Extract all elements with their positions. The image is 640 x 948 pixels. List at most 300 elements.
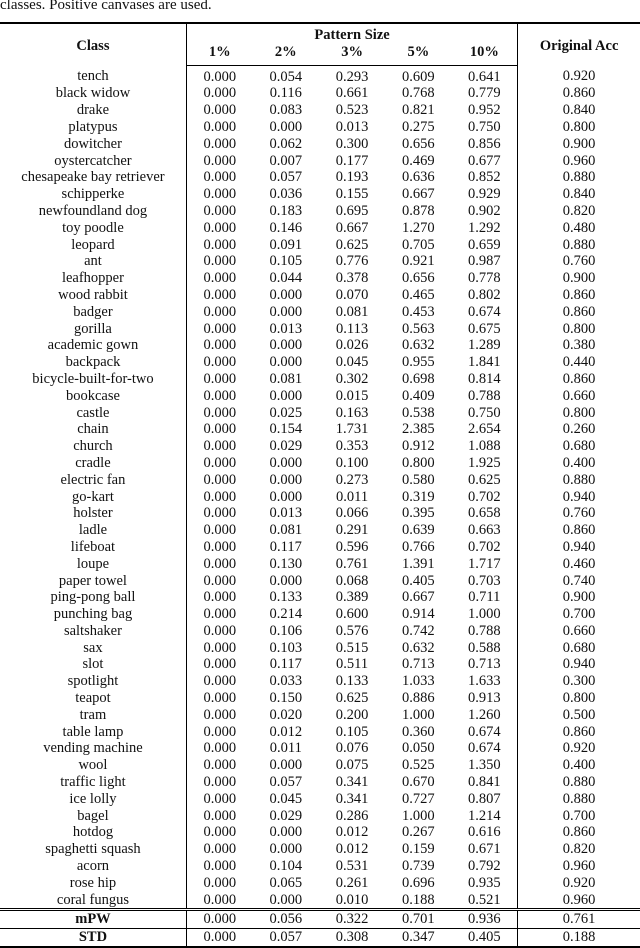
value-cell: 0.453 — [402, 303, 435, 320]
header-size-5: 5% — [385, 44, 451, 65]
value-cell: 0.068 — [335, 572, 369, 589]
value-cell: 0.076 — [335, 740, 369, 757]
value-cell: 1.000 — [402, 807, 435, 824]
value-cell: 0.081 — [269, 522, 303, 539]
class-name-cell: chesapeake bay retriever — [0, 169, 186, 186]
value-cell: 0.000 — [203, 286, 237, 303]
value-cell: 0.000 — [203, 337, 237, 354]
value-cell: 0.091 — [269, 236, 303, 253]
value-cell: 0.663 — [468, 522, 501, 539]
class-name-cell: bicycle-built-for-two — [0, 371, 186, 388]
value-cell: 0.405 — [451, 929, 517, 947]
table-row — [0, 337, 640, 354]
table-row — [0, 388, 640, 405]
class-name-cell: lifeboat — [0, 539, 186, 556]
value-cell: 0.625 — [468, 471, 501, 488]
original-acc-cell: 0.660 — [518, 388, 640, 405]
value-cell: 0.742 — [402, 622, 435, 639]
value-cell: 0.322 — [319, 910, 385, 929]
value-cell: 0.739 — [402, 858, 435, 875]
value-cell: 1.292 — [468, 219, 501, 236]
class-name-cell: ping-pong ball — [0, 589, 186, 606]
value-cell: 0.636 — [402, 169, 435, 186]
original-acc-cell: 0.820 — [518, 203, 640, 220]
value-cell: 0.531 — [335, 858, 369, 875]
value-cell: 0.013 — [269, 505, 303, 522]
original-acc-cell: 0.260 — [518, 421, 640, 438]
class-name-cell: church — [0, 438, 186, 455]
value-cell: 0.000 — [203, 589, 237, 606]
value-cell: 0.000 — [269, 891, 303, 908]
original-acc-cell: 0.900 — [518, 589, 640, 606]
value-cell: 0.523 — [335, 102, 369, 119]
class-name-cell: coral fungus — [0, 892, 186, 910]
value-cell: 0.000 — [203, 706, 237, 723]
value-cell: 0.525 — [402, 757, 435, 774]
value-cell: 0.054 — [269, 68, 303, 85]
table-row — [0, 438, 640, 455]
value-cell: 0.661 — [335, 85, 369, 102]
class-name-cell: paper towel — [0, 573, 186, 590]
value-cell: 0.013 — [269, 320, 303, 337]
value-cell: 0.886 — [402, 690, 435, 707]
original-acc-cell: 0.800 — [518, 690, 640, 707]
class-name-cell: chain — [0, 421, 186, 438]
original-acc-cell: 0.440 — [518, 354, 640, 371]
value-cell: 0.639 — [402, 522, 435, 539]
value-cell: 0.921 — [402, 253, 435, 270]
header-size-1: 1% — [186, 44, 252, 65]
table-row — [0, 824, 640, 841]
table-row — [0, 656, 640, 673]
class-name-cell: wool — [0, 757, 186, 774]
value-cell: 0.395 — [402, 505, 435, 522]
value-cell: 0.000 — [203, 774, 237, 791]
value-cell: 0.000 — [269, 286, 303, 303]
value-cell: 0.677 — [468, 152, 501, 169]
value-cell: 0.000 — [203, 169, 237, 186]
value-cell: 0.026 — [335, 337, 369, 354]
summary-row — [0, 929, 640, 947]
value-cell: 1.731 — [335, 421, 369, 438]
class-name-cell: backpack — [0, 354, 186, 371]
value-cell: 0.188 — [402, 891, 435, 908]
value-cell: 0.105 — [269, 253, 303, 270]
value-cell: 0.929 — [468, 186, 501, 203]
value-cell: 0.667 — [335, 219, 369, 236]
value-cell: 0.000 — [203, 622, 237, 639]
class-name-cell: schipperke — [0, 186, 186, 203]
value-cell: 0.050 — [402, 740, 435, 757]
value-cell: 2.385 — [402, 421, 435, 438]
value-cell: 0.113 — [336, 320, 369, 337]
value-cell: 0.713 — [402, 656, 435, 673]
value-cell: 0.029 — [269, 807, 303, 824]
value-cell: 0.625 — [335, 690, 369, 707]
class-name-cell: badger — [0, 304, 186, 321]
header-pattern-size: Pattern Size — [314, 27, 390, 43]
original-acc-cell: 0.680 — [518, 438, 640, 455]
table-row — [0, 892, 640, 910]
table-row — [0, 421, 640, 438]
class-name-cell: platypus — [0, 119, 186, 136]
value-cell: 0.011 — [336, 488, 369, 505]
original-acc-cell: 0.660 — [518, 623, 640, 640]
summary-body — [0, 910, 640, 947]
summary-row — [0, 910, 640, 929]
value-cell: 0.011 — [269, 740, 302, 757]
value-cell: 0.632 — [402, 337, 435, 354]
value-cell: 0.065 — [269, 874, 303, 891]
value-cell: 0.159 — [402, 841, 435, 858]
value-cell: 0.675 — [468, 320, 501, 337]
value-cell: 0.000 — [203, 673, 237, 690]
table-row — [0, 354, 640, 371]
table-row — [0, 858, 640, 875]
value-cell: 0.667 — [402, 186, 435, 203]
original-acc-cell: 0.700 — [518, 808, 640, 825]
value-cell: 0.012 — [269, 723, 303, 740]
class-name-cell: newfoundland dog — [0, 203, 186, 220]
table-row — [0, 253, 640, 270]
value-cell: 0.000 — [203, 85, 237, 102]
value-cell: 0.062 — [269, 135, 303, 152]
value-cell: 0.133 — [335, 673, 369, 690]
value-cell: 0.659 — [468, 236, 501, 253]
table-row — [0, 724, 640, 741]
value-cell: 0.987 — [468, 253, 501, 270]
class-name-cell: black widow — [0, 85, 186, 102]
value-cell: 0.275 — [402, 118, 435, 135]
table-row — [0, 522, 640, 539]
header-class: Class — [0, 23, 186, 65]
value-cell: 0.936 — [451, 910, 517, 929]
value-cell: 0.075 — [335, 757, 369, 774]
value-cell: 0.000 — [203, 135, 237, 152]
value-cell: 0.000 — [203, 404, 237, 421]
value-cell: 0.106 — [269, 622, 303, 639]
value-cell: 1.214 — [468, 807, 501, 824]
value-cell: 0.007 — [269, 152, 303, 169]
value-cell: 0.000 — [203, 639, 237, 656]
original-acc-cell: 0.820 — [518, 841, 640, 858]
original-acc-cell: 0.940 — [518, 489, 640, 506]
value-cell: 0.935 — [468, 874, 501, 891]
original-acc-cell: 0.840 — [518, 186, 640, 203]
value-cell: 0.353 — [335, 438, 369, 455]
value-cell: 0.955 — [402, 354, 435, 371]
value-cell: 0.010 — [335, 891, 369, 908]
value-cell: 0.705 — [402, 236, 435, 253]
value-cell: 1.925 — [468, 454, 501, 471]
original-acc-cell: 0.860 — [518, 371, 640, 388]
class-name-cell: vending machine — [0, 740, 186, 757]
value-cell: 0.469 — [402, 152, 435, 169]
value-cell: 0.261 — [335, 874, 369, 891]
value-cell: 0.347 — [385, 929, 451, 947]
table-row — [0, 169, 640, 186]
value-cell: 0.146 — [269, 219, 303, 236]
value-cell: 1.289 — [468, 337, 501, 354]
original-acc-cell: 0.700 — [518, 606, 640, 623]
original-acc-cell: 0.500 — [518, 707, 640, 724]
value-cell: 0.000 — [269, 454, 303, 471]
original-acc-cell: 0.680 — [518, 640, 640, 657]
class-name-cell: gorilla — [0, 321, 186, 338]
value-cell: 0.000 — [203, 538, 237, 555]
value-cell: 0.183 — [269, 202, 303, 219]
value-cell: 1.260 — [468, 706, 501, 723]
value-cell: 0.000 — [269, 757, 303, 774]
value-cell: 0.000 — [203, 219, 237, 236]
original-acc-cell: 0.480 — [518, 220, 640, 237]
table-row — [0, 186, 640, 203]
original-acc-cell: 0.920 — [518, 740, 640, 757]
table-row — [0, 539, 640, 556]
class-name-cell: slot — [0, 656, 186, 673]
value-cell: 0.671 — [468, 841, 501, 858]
table-row — [0, 791, 640, 808]
value-cell: 0.000 — [269, 354, 303, 371]
value-cell: 0.000 — [203, 438, 237, 455]
class-name-cell: table lamp — [0, 724, 186, 741]
value-cell: 1.350 — [468, 757, 501, 774]
value-cell: 0.588 — [468, 639, 501, 656]
original-acc-cell: 0.860 — [518, 287, 640, 304]
value-cell: 0.658 — [468, 505, 501, 522]
value-cell: 0.856 — [468, 135, 501, 152]
value-cell: 0.133 — [269, 589, 303, 606]
table-row — [0, 119, 640, 136]
value-cell: 0.341 — [335, 774, 369, 791]
original-acc-cell: 0.900 — [518, 136, 640, 153]
value-cell: 0.000 — [203, 421, 237, 438]
table-row — [0, 640, 640, 657]
table-caption: classes. Positive canvases are used. — [0, 0, 212, 13]
value-cell: 0.000 — [203, 102, 237, 119]
value-cell: 1.633 — [468, 673, 501, 690]
class-name-cell: ladle — [0, 522, 186, 539]
value-cell: 2.654 — [468, 421, 501, 438]
value-cell: 0.695 — [335, 202, 369, 219]
class-name-cell: cradle — [0, 455, 186, 472]
table-row — [0, 371, 640, 388]
value-cell: 0.057 — [253, 929, 319, 947]
value-cell: 0.800 — [402, 454, 435, 471]
value-cell: 0.000 — [203, 270, 237, 287]
table-row — [0, 757, 640, 774]
table-row — [0, 304, 640, 321]
value-cell: 0.609 — [402, 68, 435, 85]
value-cell: 0.000 — [203, 874, 237, 891]
table-row — [0, 287, 640, 304]
value-cell: 0.177 — [335, 152, 369, 169]
results-table — [0, 22, 640, 948]
original-acc-cell: 0.460 — [518, 556, 640, 573]
value-cell: 0.154 — [269, 421, 303, 438]
value-cell: 0.656 — [402, 135, 435, 152]
table-row — [0, 237, 640, 254]
value-cell: 0.081 — [269, 370, 303, 387]
value-cell: 0.000 — [203, 186, 237, 203]
class-name-cell: drake — [0, 102, 186, 119]
header-size-10: 10% — [451, 44, 517, 65]
original-acc-cell: 0.960 — [518, 153, 640, 170]
table-row — [0, 102, 640, 119]
value-cell: 0.674 — [468, 303, 501, 320]
header-original-acc: Original Acc — [518, 23, 640, 65]
value-cell: 0.286 — [335, 807, 369, 824]
value-cell: 0.000 — [269, 572, 303, 589]
value-cell: 0.776 — [335, 253, 369, 270]
value-cell: 0.727 — [402, 790, 435, 807]
value-cell: 0.081 — [335, 303, 369, 320]
value-cell: 0.378 — [335, 270, 369, 287]
value-cell: 0.000 — [269, 118, 303, 135]
table-row — [0, 875, 640, 892]
table-row — [0, 489, 640, 506]
value-cell: 1.270 — [402, 219, 435, 236]
value-cell: 0.674 — [468, 723, 501, 740]
original-acc-cell: 0.880 — [518, 791, 640, 808]
value-cell: 0.750 — [468, 118, 501, 135]
value-cell: 0.000 — [203, 303, 237, 320]
class-name-cell: punching bag — [0, 606, 186, 623]
value-cell: 0.083 — [269, 102, 303, 119]
class-name-cell: oystercatcher — [0, 153, 186, 170]
class-name-cell: castle — [0, 405, 186, 422]
value-cell: 0.000 — [203, 841, 237, 858]
value-cell: 0.600 — [335, 606, 369, 623]
value-cell: 0.000 — [269, 824, 303, 841]
value-cell: 0.000 — [203, 354, 237, 371]
table-row — [0, 573, 640, 590]
table-row — [0, 136, 640, 153]
value-cell: 0.625 — [335, 236, 369, 253]
value-cell: 0.025 — [269, 404, 303, 421]
value-cell: 0.713 — [468, 656, 501, 673]
value-cell: 0.696 — [402, 874, 435, 891]
value-cell: 0.104 — [269, 858, 303, 875]
original-acc-cell: 0.920 — [518, 65, 640, 85]
value-cell: 0.000 — [203, 471, 237, 488]
table-row — [0, 556, 640, 573]
value-cell: 0.761 — [335, 555, 369, 572]
original-acc-cell: 0.800 — [518, 405, 640, 422]
value-cell: 0.044 — [269, 270, 303, 287]
value-cell: 0.913 — [468, 690, 501, 707]
class-name-cell: leopard — [0, 237, 186, 254]
value-cell: 0.000 — [203, 454, 237, 471]
value-cell: 0.912 — [402, 438, 435, 455]
value-cell: 1.717 — [468, 555, 501, 572]
value-cell: 0.267 — [402, 824, 435, 841]
value-cell: 0.163 — [335, 404, 369, 421]
table-row — [0, 774, 640, 791]
value-cell: 0.015 — [335, 387, 369, 404]
value-cell: 0.000 — [203, 723, 237, 740]
table-row — [0, 690, 640, 707]
value-cell: 0.511 — [336, 656, 369, 673]
value-cell: 1.000 — [402, 706, 435, 723]
value-cell: 0.667 — [402, 589, 435, 606]
table-row — [0, 740, 640, 757]
value-cell: 0.105 — [335, 723, 369, 740]
value-cell: 0.293 — [335, 68, 369, 85]
value-cell: 0.000 — [203, 824, 237, 841]
original-acc-cell: 0.860 — [518, 724, 640, 741]
table-row — [0, 505, 640, 522]
table-row — [0, 321, 640, 338]
value-cell: 0.576 — [335, 622, 369, 639]
value-cell: 0.702 — [468, 488, 501, 505]
value-cell: 0.000 — [203, 690, 237, 707]
value-cell: 0.319 — [402, 488, 435, 505]
class-name-cell: ant — [0, 253, 186, 270]
value-cell: 0.000 — [203, 505, 237, 522]
original-acc-cell: 0.900 — [518, 270, 640, 287]
original-acc-cell: 0.740 — [518, 573, 640, 590]
value-cell: 0.656 — [402, 270, 435, 287]
value-cell: 0.273 — [335, 471, 369, 488]
value-cell: 0.792 — [468, 858, 501, 875]
value-cell: 0.291 — [335, 522, 369, 539]
original-acc-cell: 0.760 — [518, 253, 640, 270]
class-name-cell: bookcase — [0, 388, 186, 405]
class-name-cell: traffic light — [0, 774, 186, 791]
class-name-cell: STD — [0, 929, 186, 947]
class-name-cell: academic gown — [0, 337, 186, 354]
value-cell: 0.563 — [402, 320, 435, 337]
table-row — [0, 65, 640, 85]
value-cell: 0.057 — [269, 169, 303, 186]
value-cell: 0.000 — [269, 303, 303, 320]
value-cell: 0.000 — [269, 471, 303, 488]
value-cell: 0.000 — [269, 488, 303, 505]
value-cell: 0.000 — [186, 910, 252, 929]
class-name-cell: holster — [0, 505, 186, 522]
value-cell: 0.000 — [269, 387, 303, 404]
class-name-cell: teapot — [0, 690, 186, 707]
value-cell: 0.000 — [269, 841, 303, 858]
original-acc-cell: 0.860 — [518, 824, 640, 841]
value-cell: 1.088 — [468, 438, 501, 455]
value-cell: 0.841 — [468, 774, 501, 791]
value-cell: 0.000 — [203, 152, 237, 169]
value-cell: 0.117 — [269, 538, 302, 555]
class-name-cell: spaghetti squash — [0, 841, 186, 858]
table-row — [0, 405, 640, 422]
class-name-cell: go-kart — [0, 489, 186, 506]
value-cell: 0.200 — [335, 706, 369, 723]
value-cell: 0.405 — [402, 572, 435, 589]
value-cell: 0.750 — [468, 404, 501, 421]
original-acc-cell: 0.800 — [518, 321, 640, 338]
table-body — [0, 65, 640, 910]
value-cell: 0.308 — [319, 929, 385, 947]
value-cell: 0.914 — [402, 606, 435, 623]
table-row — [0, 85, 640, 102]
table-row — [0, 673, 640, 690]
value-cell: 0.000 — [203, 656, 237, 673]
value-cell: 0.103 — [269, 639, 303, 656]
class-name-cell: loupe — [0, 556, 186, 573]
value-cell: 0.117 — [269, 656, 302, 673]
value-cell: 0.852 — [468, 169, 501, 186]
value-cell: 0.616 — [468, 824, 501, 841]
value-cell: 0.000 — [203, 118, 237, 135]
value-cell: 0.000 — [269, 337, 303, 354]
